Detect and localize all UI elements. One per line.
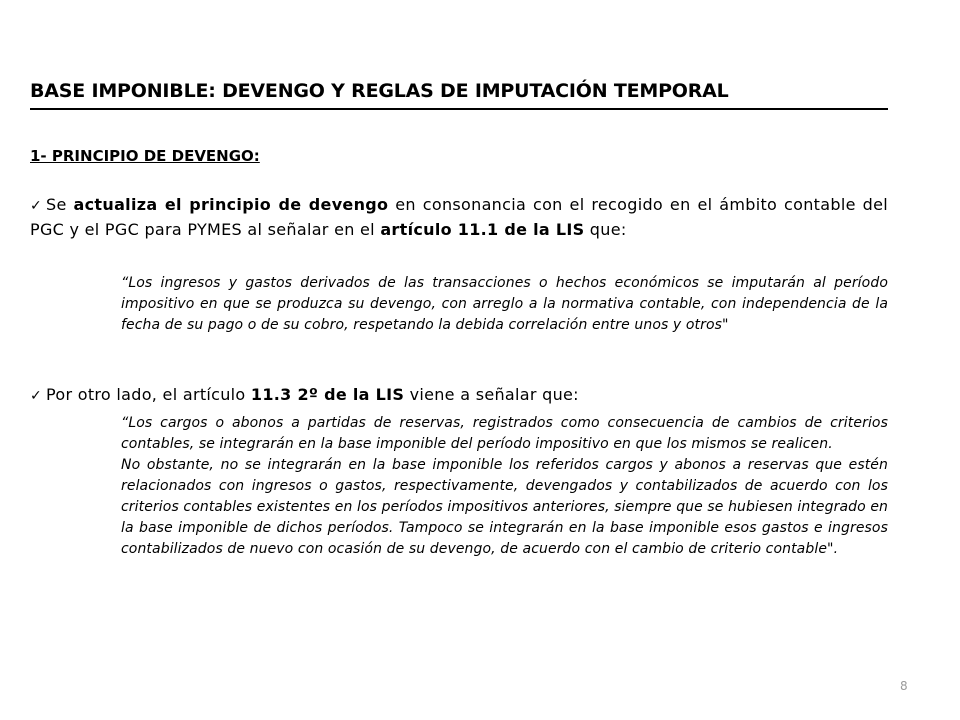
- checkmark-bullet-icon: ✓: [30, 198, 43, 214]
- section-heading: 1- PRINCIPIO DE DEVENGO:: [30, 147, 260, 165]
- slide-title: BASE IMPONIBLE: DEVENGO Y REGLAS DE IMPUTACIÓN TEMPORAL: [30, 80, 729, 102]
- bullet-text: en consonancia con el recogido en el ámbito contable del PGC y el PGC para PYMES al señalar en el: [30, 195, 888, 239]
- quote-paragraph: “Los cargos o abonos a partidas de reservas, registrados como consecuencia de cambios de criterios contables, se integrarán en la base imponible del período impositivo en que los mismos se realicen.: [121, 415, 888, 452]
- page-number: 8: [900, 679, 908, 693]
- bullet-text: Se: [46, 195, 74, 214]
- bullet-text: viene a señalar que:: [404, 385, 579, 404]
- bullet-bold-text: artículo 11.1 de la LIS: [380, 220, 585, 239]
- bullet-item-devengo: [30, 193, 888, 242]
- bullet-bold-text: 11.3 2º de la LIS: [250, 385, 405, 404]
- title-underline-divider: [30, 108, 888, 110]
- legal-quote-article-11-3: [121, 413, 888, 560]
- bullet-text: Por otro lado, el artículo: [46, 385, 251, 404]
- bullet-item-article-11-3: [30, 383, 888, 408]
- legal-quote-article-11-1: “Los ingresos y gastos derivados de las transacciones o hechos económicos se imputarán al período impositivo en que se produzca su devengo, con arreglo a la normativa contable, con independencia de la fecha de su pago o de su cobro, respetando la debida correlación entre unos y otros": [121, 275, 888, 333]
- bullet-bold-text: actualiza el principio de devengo: [73, 195, 389, 214]
- quote-paragraph: No obstante, no se integrarán en la base imponible los referidos cargos y abonos a reservas que estén relacionados con ingresos o gastos, respectivamente, devengados y contabilizados de acuerdo con los criterios contables existentes en los períodos impositivos anteriores, siempre que se hubiesen integrado en la base imponible de dichos períodos. Tampoco se integrarán en la base imponible esos gastos e ingresos contabilizados de nuevo con ocasión de su devengo, de acuerdo con el cambio de criterio contable".: [121, 457, 889, 557]
- bullet-text: que:: [584, 220, 627, 239]
- checkmark-bullet-icon: ✓: [30, 388, 43, 404]
